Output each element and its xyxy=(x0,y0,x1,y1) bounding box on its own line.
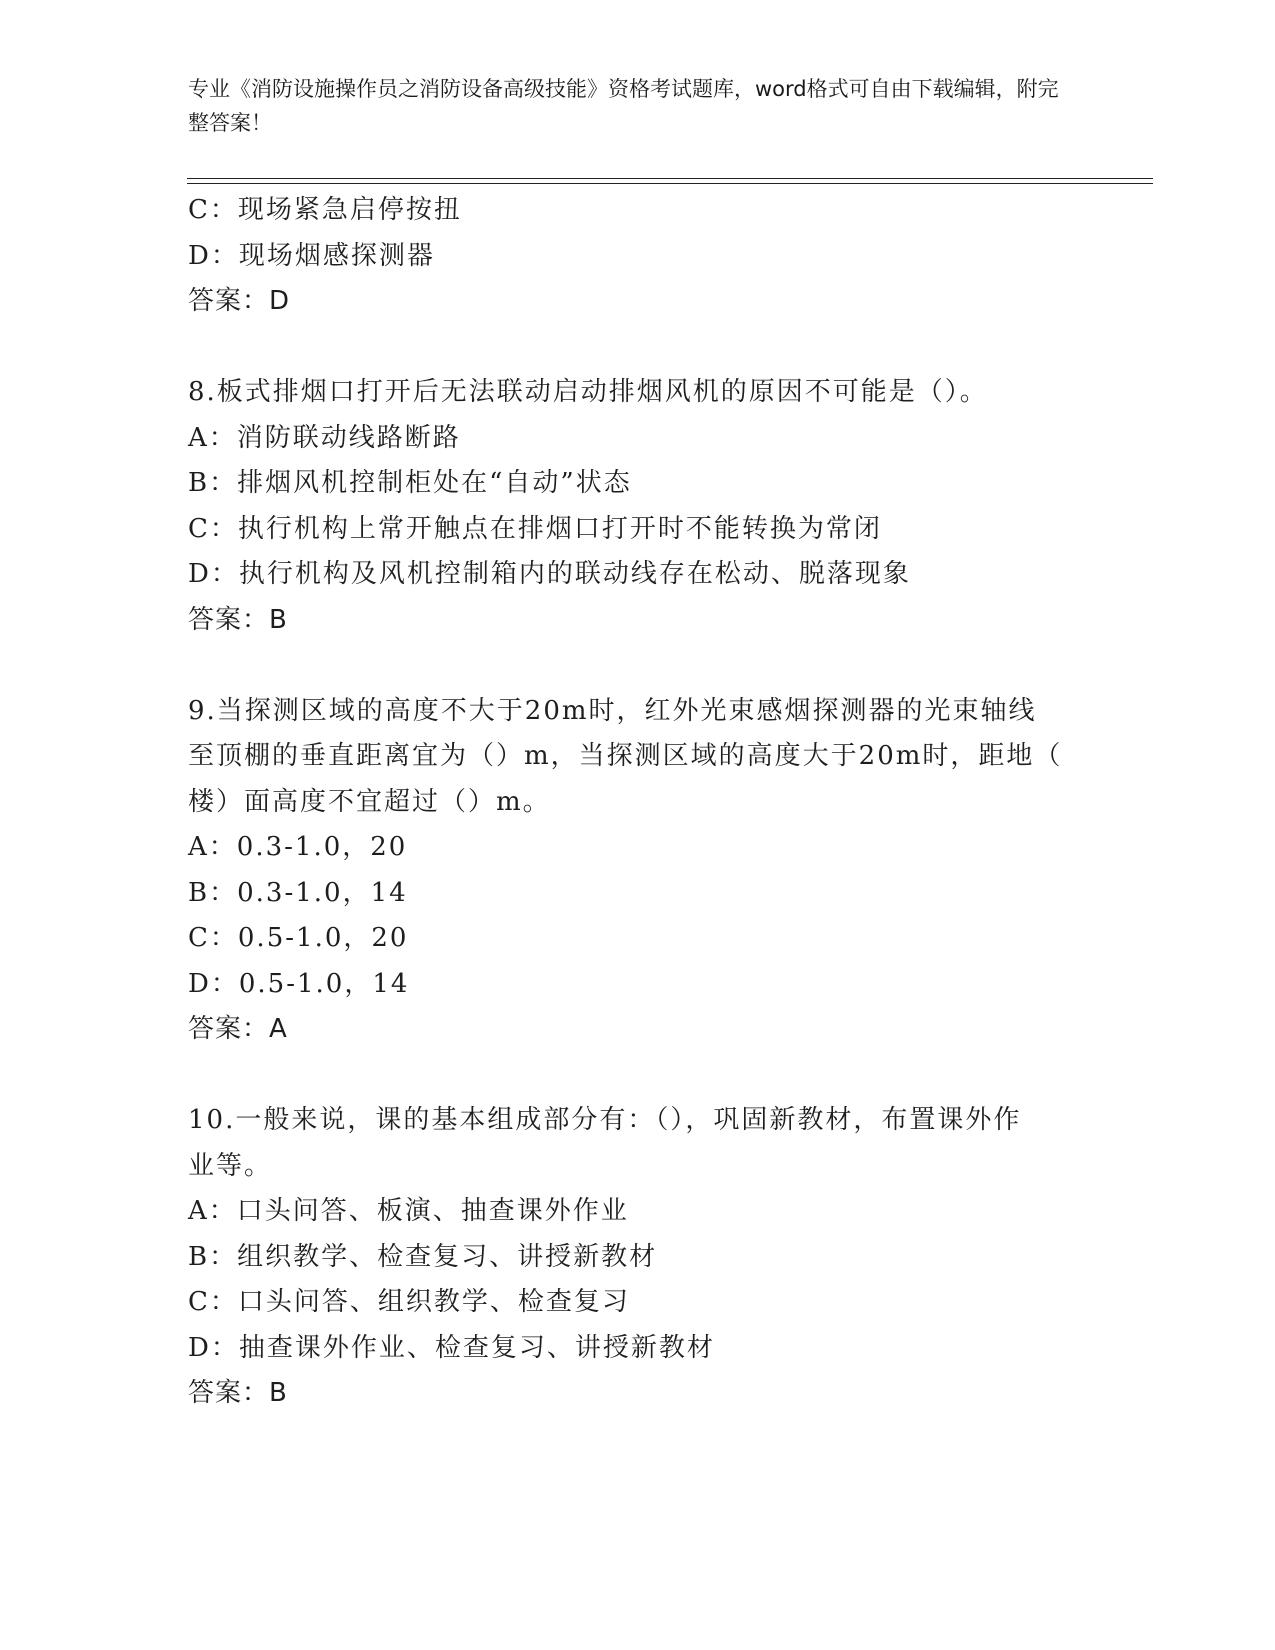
question-9 xyxy=(188,689,1088,1053)
option-c: C：0.5-1.0，20 xyxy=(188,923,409,953)
answer: 答案：A xyxy=(188,1014,288,1044)
spacer xyxy=(188,1053,1088,1099)
question-list xyxy=(188,188,1088,1417)
option-c: C：执行机构上常开触点在排烟口打开时不能转换为常闭 xyxy=(188,513,882,544)
question-text-line-2: 至顶棚的垂直距离宜为（）m，当探测区域的高度大于20m时，距地（ xyxy=(188,741,1063,771)
document-header: 专业《消防设施操作员之消防设备高级技能》资格考试题库，word格式可自由下载编辑，附完整答案！ xyxy=(188,77,1059,135)
question-text-line-1: 10.一般来说，课的基本组成部分有：（），巩固新教材，布置课外作 xyxy=(188,1105,1022,1135)
question-8 xyxy=(188,370,1088,643)
option-a: A：消防联动线路断路 xyxy=(188,422,461,453)
option-c: C：口头问答、组织教学、检查复习 xyxy=(188,1287,630,1317)
answer: 答案：B xyxy=(188,604,288,635)
header-divider-bottom xyxy=(187,183,1153,184)
option-b: B：组织教学、检查复习、讲授新教材 xyxy=(188,1241,658,1272)
option-d: D：抽查课外作业、检查复习、讲授新教材 xyxy=(188,1332,715,1363)
spacer xyxy=(188,325,1088,371)
answer: 答案：D xyxy=(188,286,291,316)
question-10 xyxy=(188,1098,1088,1417)
option-b: B：0.3-1.0，14 xyxy=(188,877,408,908)
answer: 答案：B xyxy=(188,1378,288,1408)
question-text-line-1: 9.当探测区域的高度不大于20m时，红外光束感烟探测器的光束轴线 xyxy=(188,695,1037,726)
question-text: 8.板式排烟口打开后无法联动启动排烟风机的原因不可能是（）。 xyxy=(188,377,988,407)
option-a: A：0.3-1.0，20 xyxy=(188,832,408,862)
option-b: B：排烟风机控制柜处在“自动”状态 xyxy=(188,468,632,498)
option-c: C：现场紧急启停按扭 xyxy=(188,195,462,225)
option-a: A：口头问答、板演、抽查课外作业 xyxy=(188,1196,629,1226)
spacer xyxy=(188,643,1088,689)
partial-question xyxy=(188,188,1088,325)
option-d: D：执行机构及风机控制箱内的联动线存在松动、脱落现象 xyxy=(188,559,911,589)
question-text-line-3: 楼）面高度不宜超过（）m。 xyxy=(188,786,551,817)
option-d: D：现场烟感探测器 xyxy=(188,240,435,271)
option-d: D：0.5-1.0，14 xyxy=(188,968,410,999)
question-text-line-2: 业等。 xyxy=(188,1150,273,1181)
header-divider-top xyxy=(187,178,1153,179)
